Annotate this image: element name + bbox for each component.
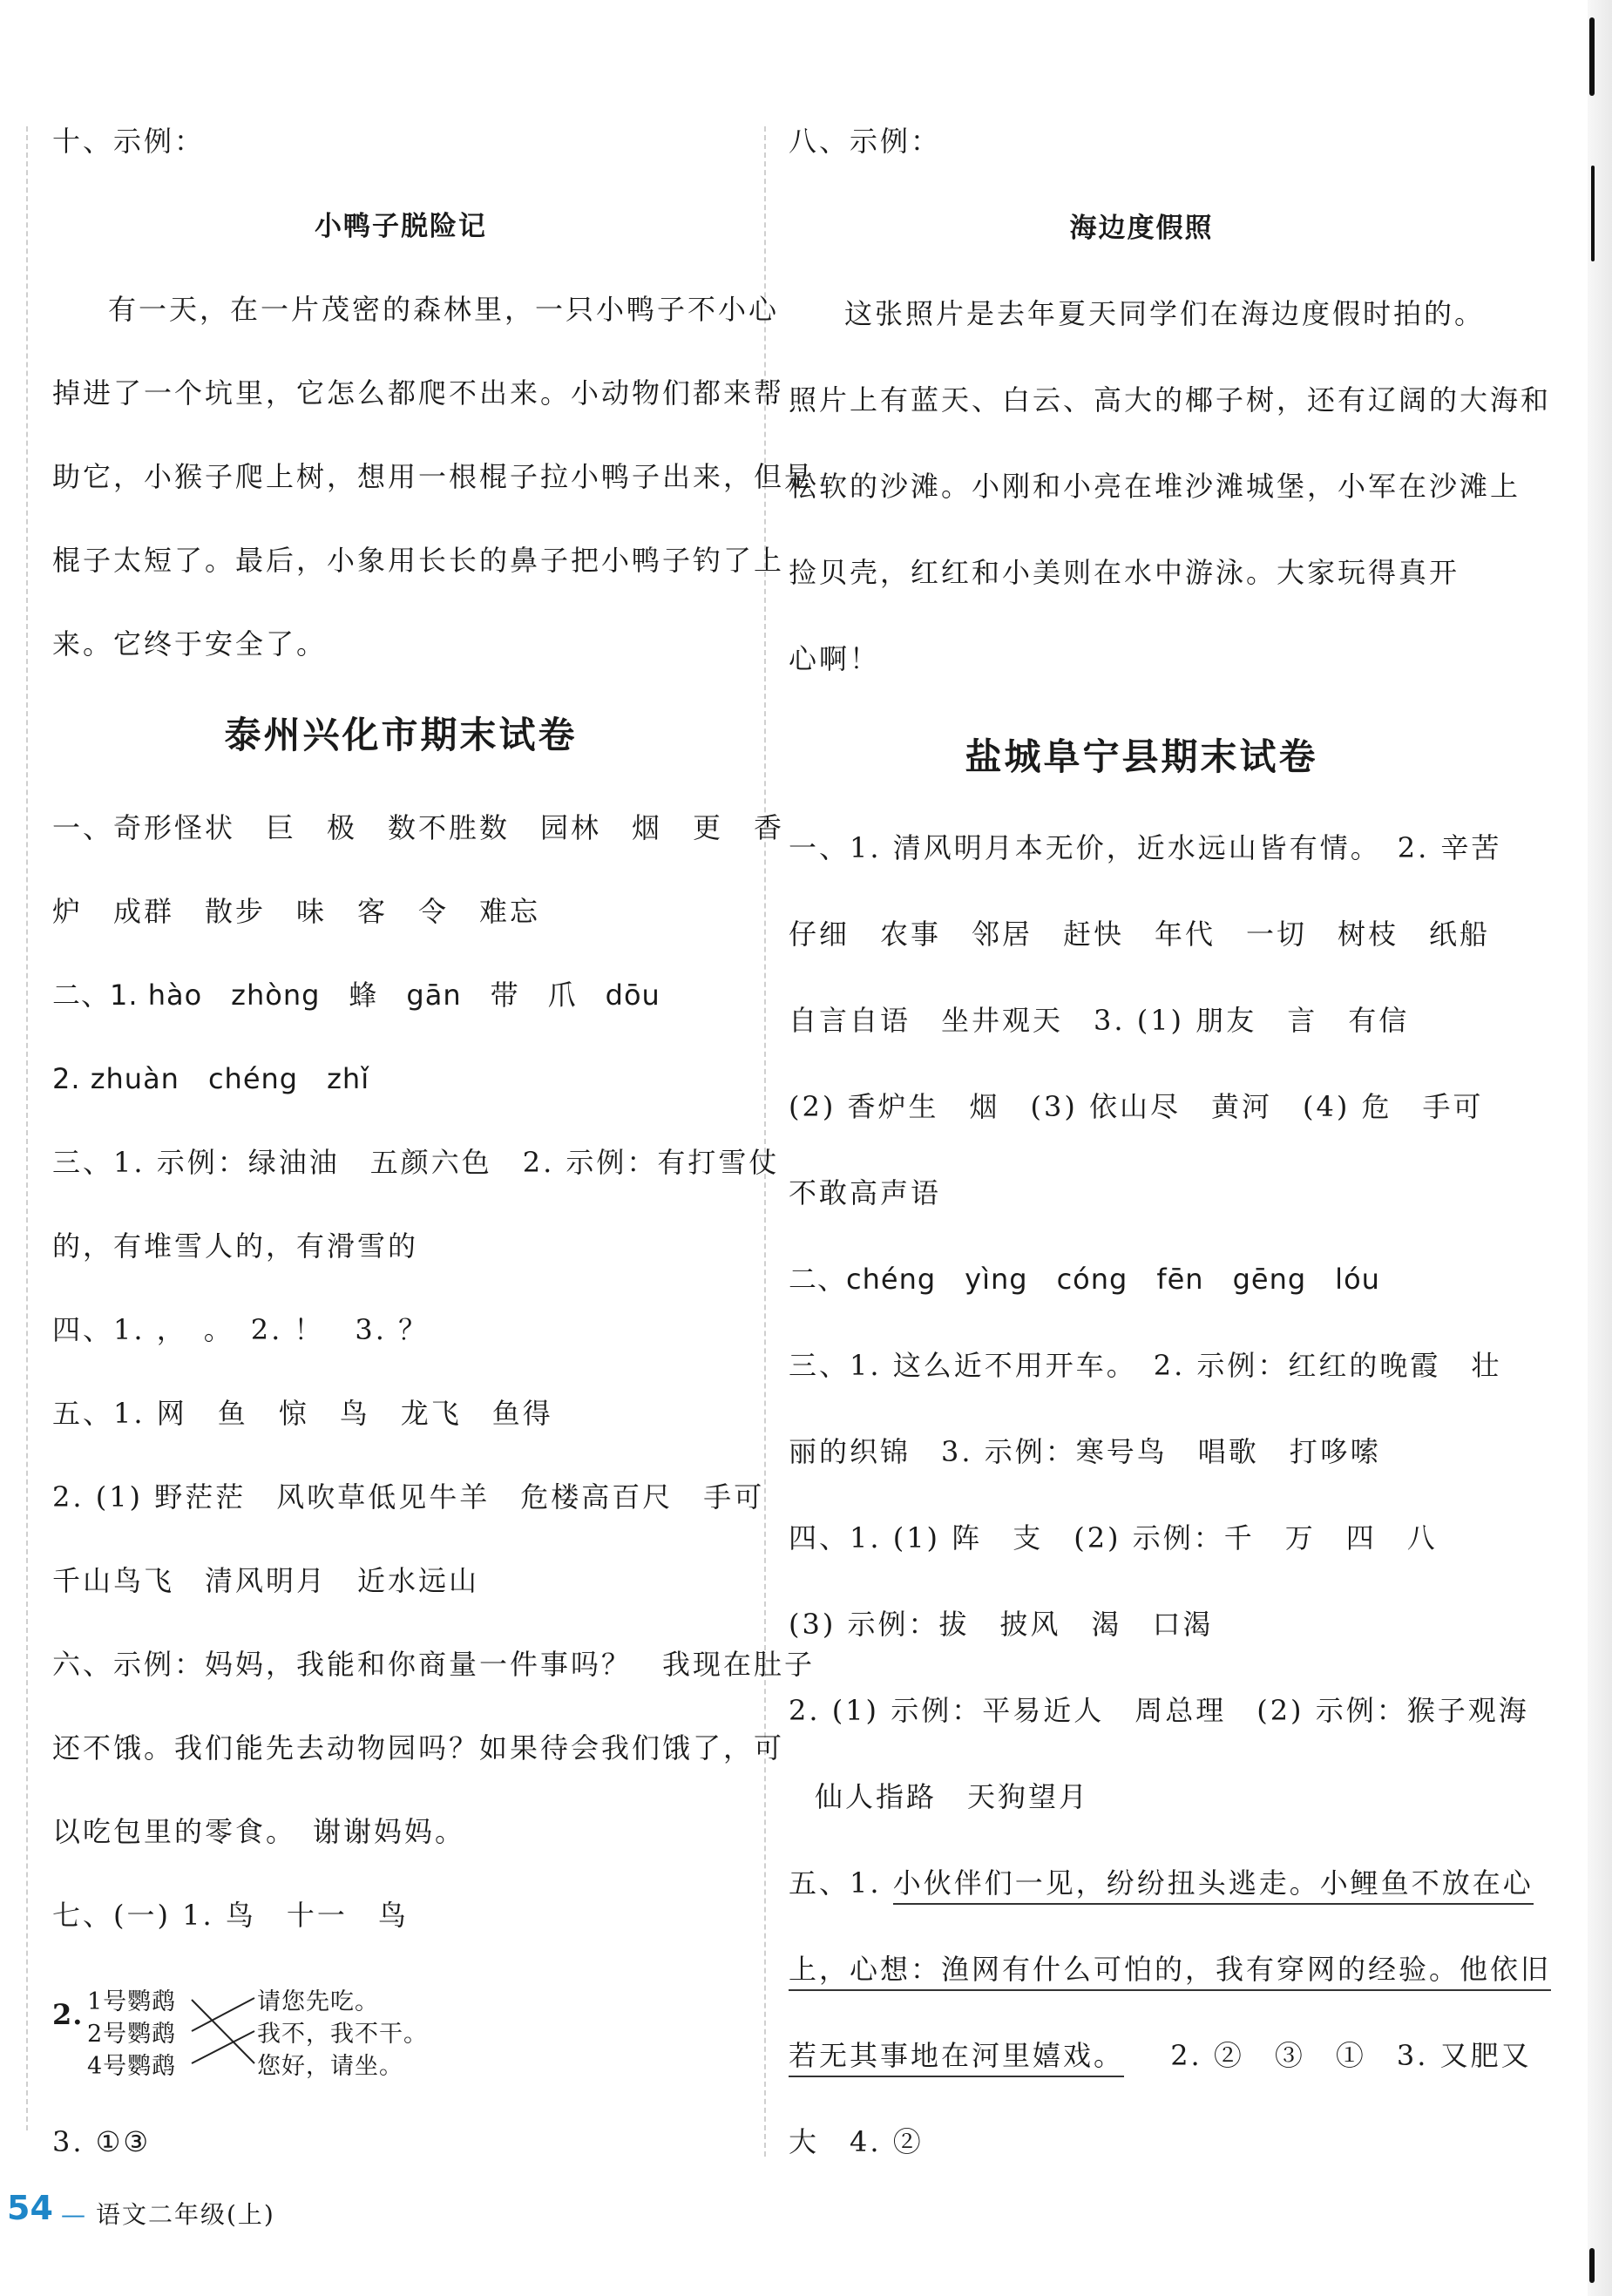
- answer-line: 炉 成群 散步 味 客 令 难忘: [52, 895, 541, 928]
- story-title: 海边度假照: [1069, 213, 1214, 244]
- section-eight-header: 八、示例：: [789, 125, 942, 158]
- underlined-sentence: 上，心想：渔网有什么可怕的，我有穿网的经验。他依旧: [789, 1953, 1551, 1991]
- answer-line: (2) 香炉生 烟 (3) 依山尽 黄河 (4) 危 手可: [789, 1090, 1484, 1123]
- story-line: 捡贝壳，红红和小美则在水中游泳。大家玩得真开: [789, 556, 1460, 589]
- matching-left-item: 2号鹦鹉: [87, 2021, 177, 2048]
- subject-label: 语文二年级(上): [96, 2200, 275, 2229]
- answer-line: 二、chéng yìng cóng fēn gēng lóu: [789, 1263, 1380, 1296]
- matching-left-item: 1号鹦鹉: [87, 1988, 177, 2015]
- story-line: 照片上有蓝天、白云、高大的椰子树，还有辽阔的大海和: [789, 383, 1552, 417]
- page-number: 54: [7, 2189, 53, 2227]
- story-line: 这张照片是去年夏天同学们在海边度假时拍的。: [844, 297, 1486, 330]
- answer-line: 的，有堆雪人的，有滑雪的: [52, 1229, 419, 1263]
- question-number: 五、1.: [789, 1866, 882, 1900]
- answer-line: 千山鸟飞 清风明月 近水远山: [52, 1564, 480, 1597]
- answer-line: 2. (1) 野茫茫 风吹草低见牛羊 危楼高百尺 手可: [52, 1480, 765, 1514]
- matching-exercise: [52, 1982, 453, 2087]
- answer-line: 三、1. 这么近不用开车。 2. 示例：红红的晚霞 壮: [789, 1349, 1502, 1382]
- answer-line: 三、1. 示例：绿油油 五颜六色 2. 示例：有打雪仗: [52, 1146, 780, 1179]
- answer-line: 四、1. (1) 阵 支 (2) 示例：千 万 四 八: [789, 1521, 1438, 1554]
- answer-line: 大 4. ②: [789, 2125, 924, 2158]
- answer-line: 四、1. ， 。 2. ！ 3. ？: [52, 1313, 430, 1346]
- answer-line-underlined: [789, 1866, 1534, 1900]
- section-ten-header: 十、示例：: [52, 125, 206, 158]
- answer-line: 仔细 农事 邻居 赶快 年代 一切 树枝 纸船: [789, 918, 1491, 951]
- answer-line: 以吃包里的零食。 谢谢妈妈。: [52, 1815, 466, 1848]
- underlined-sentence: 小伙伴们一见，纷纷扭头逃走。小鲤鱼不放在心: [893, 1866, 1534, 1905]
- story-line: 掉进了一个坑里，它怎么都爬不出来。小动物们都来帮: [52, 376, 785, 410]
- story-title: 小鸭子脱险记: [315, 211, 487, 242]
- footer-subject: [61, 2196, 275, 2231]
- story-line: 心啊！: [789, 642, 881, 675]
- binding-mark: [1589, 17, 1595, 96]
- answer-line: 2. zhuàn chéng zhǐ: [52, 1062, 370, 1095]
- answer-line: 2. (1) 示例：平易近人 周总理 (2) 示例：猴子观海: [789, 1694, 1529, 1727]
- answer-line: 仙人指路 天狗望月: [815, 1780, 1090, 1813]
- page-edge-shadow: [1588, 0, 1612, 2296]
- matching-lines: [52, 1982, 453, 2087]
- story-line: 松软的沙滩。小刚和小亮在堆沙滩城堡，小军在沙滩上: [789, 470, 1521, 503]
- story-line: 来。它终于安全了。: [52, 627, 328, 660]
- story-line: 棍子太短了。最后，小象用长长的鼻子把小鸭子钓了上: [52, 544, 785, 577]
- answer-line: 七、(一) 1. 鸟 十一 鸟: [52, 1899, 409, 1932]
- match-line: [192, 2031, 254, 2063]
- answer-line: 自言自语 坐井观天 3. (1) 朋友 言 有信: [789, 1004, 1410, 1037]
- story-line: 有一天，在一片茂密的森林里，一只小鸭子不小心: [108, 293, 780, 326]
- matching-right-item: 我不，我不干。: [257, 2021, 428, 2048]
- binding-mark: [1591, 166, 1595, 261]
- column-divider: [764, 126, 766, 2157]
- matching-left-item: 4号鹦鹉: [87, 2053, 177, 2080]
- answer-line: 二、1. hào zhòng 蜂 gān 带 爪 dōu: [52, 979, 660, 1012]
- answer-line: 不敢高声语: [789, 1176, 942, 1209]
- answer-line: 五、1. 网 鱼 惊 鸟 龙飞 鱼得: [52, 1397, 553, 1430]
- answer-line-underlined: [789, 1952, 1551, 1987]
- matching-number: 2.: [52, 1998, 84, 2031]
- underlined-sentence: 若无其事地在河里嬉戏。: [789, 2039, 1124, 2077]
- matching-right-item: 您好，请坐。: [257, 2053, 403, 2080]
- answer-line-underlined: [789, 2038, 1532, 2073]
- match-line: [192, 2000, 254, 2063]
- story-line: 助它，小猴子爬上树，想用一根棍子拉小鸭子出来，但是: [52, 460, 816, 493]
- answer-line: 还不饿。我们能先去动物园吗？如果待会我们饿了，可: [52, 1731, 785, 1764]
- exam-title: 泰州兴化市期末试卷: [224, 714, 578, 756]
- answer-line: 丽的织锦 3. 示例：寒号鸟 唱歌 打哆嗦: [789, 1435, 1381, 1468]
- answer-tail: 2. ② ③ ① 3. 又肥又: [1170, 2039, 1532, 2072]
- binding-mark: [1589, 2248, 1595, 2283]
- exam-title: 盐城阜宁县期末试卷: [965, 735, 1318, 778]
- answer-line: (3) 示例：拔 披风 渴 口渴: [789, 1608, 1214, 1641]
- answer-line: 3. ①③: [52, 2125, 152, 2158]
- answer-line: 一、奇形怪状 巨 极 数不胜数 园林 烟 更 香: [52, 811, 785, 844]
- matching-right-item: 请您先吃。: [257, 1988, 379, 2015]
- answer-line: 一、1. 清风明月本无价，近水远山皆有情。 2. 辛苦: [789, 831, 1502, 864]
- footer-dash: —: [61, 2200, 87, 2229]
- match-line: [192, 1998, 254, 2031]
- answer-line: 六、示例：妈妈，我能和你商量一件事吗？ 我现在肚子: [52, 1648, 816, 1681]
- left-margin-rule: [26, 126, 28, 2130]
